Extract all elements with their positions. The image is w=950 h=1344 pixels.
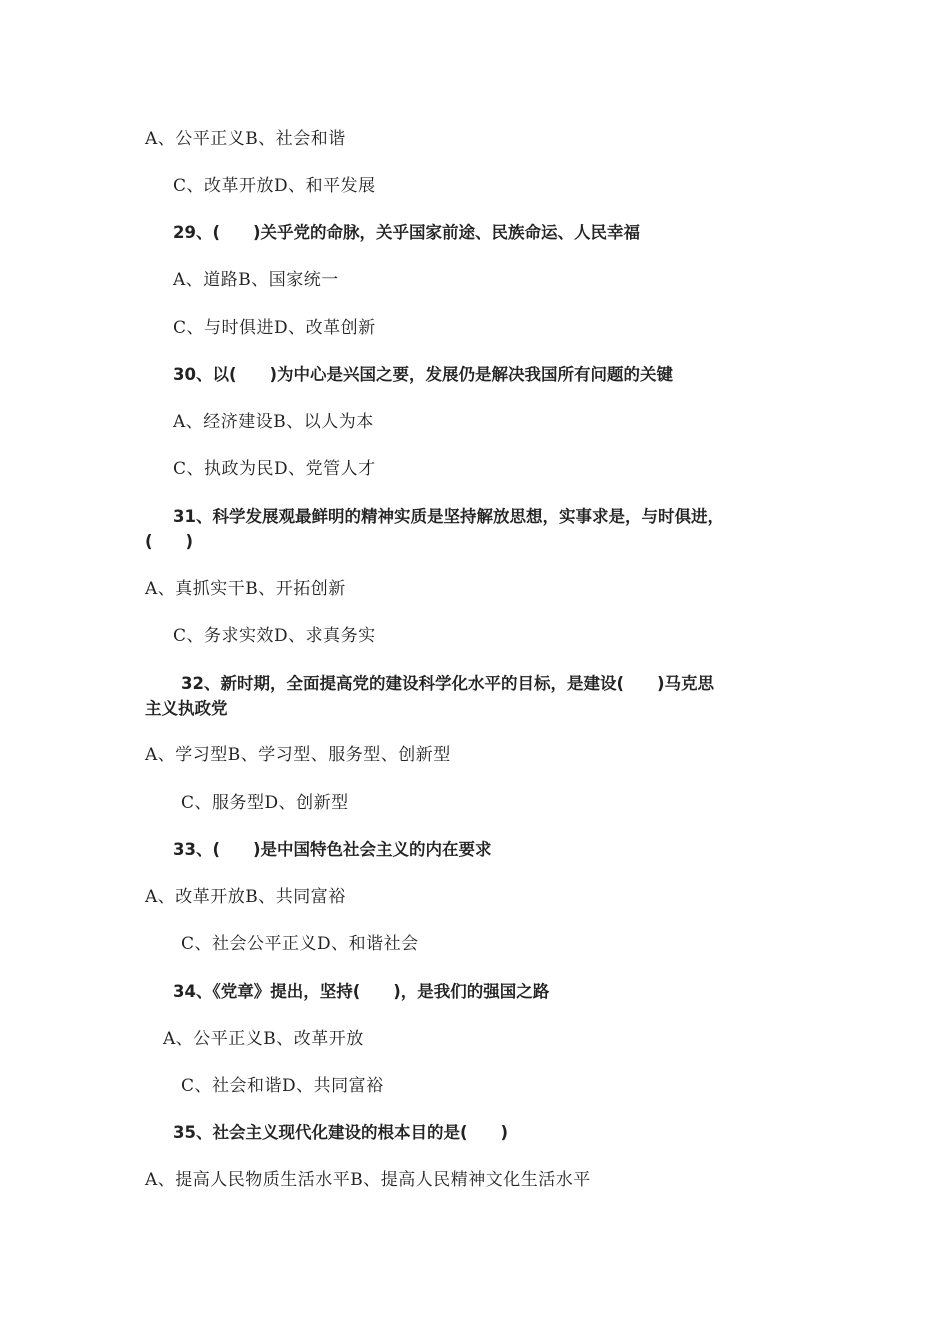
option-line: C、执政为民D、党管人才 (173, 459, 376, 479)
option-line: A、真抓实干B、开拓创新 (145, 579, 346, 599)
question-31: 31、科学发展观最鲜明的精神实质是坚持解放思想，实事求是，与时俱进， (173, 507, 724, 526)
question-34: 34、《党章》提出，坚持( )，是我们的强国之路 (173, 982, 550, 1001)
question-33: 33、( )是中国特色社会主义的内在要求 (173, 840, 492, 859)
question-32: 32、新时期，全面提高党的建设科学化水平的目标，是建设( )马克思 (181, 674, 715, 693)
option-line: A、公平正义B、社会和谐 (145, 129, 346, 149)
option-line: C、社会和谐D、共同富裕 (181, 1076, 384, 1096)
option-line: C、改革开放D、和平发展 (173, 176, 376, 196)
option-line: A、公平正义B、改革开放 (163, 1029, 364, 1049)
option-line: A、道路B、国家统一 (173, 270, 339, 290)
question-31-continued: ( ) (145, 532, 194, 551)
question-35: 35、社会主义现代化建设的根本目的是( ) (173, 1123, 509, 1142)
option-line: A、学习型B、学习型、服务型、创新型 (145, 745, 451, 765)
option-line: C、与时俱进D、改革创新 (173, 318, 376, 338)
question-30: 30、以( )为中心是兴国之要，发展仍是解决我国所有问题的关键 (173, 365, 674, 384)
option-line: C、务求实效D、求真务实 (173, 626, 376, 646)
option-line: C、服务型D、创新型 (181, 793, 349, 813)
option-line: A、改革开放B、共同富裕 (145, 887, 346, 907)
option-line: A、提高人民物质生活水平B、提高人民精神文化生活水平 (145, 1170, 591, 1190)
question-29: 29、( )关乎党的命脉，关乎国家前途、民族命运、人民幸福 (173, 223, 641, 242)
question-32-continued: 主义执政党 (145, 699, 228, 718)
option-line: A、经济建设B、以人为本 (173, 412, 374, 432)
option-line: C、社会公平正义D、和谐社会 (181, 934, 419, 954)
